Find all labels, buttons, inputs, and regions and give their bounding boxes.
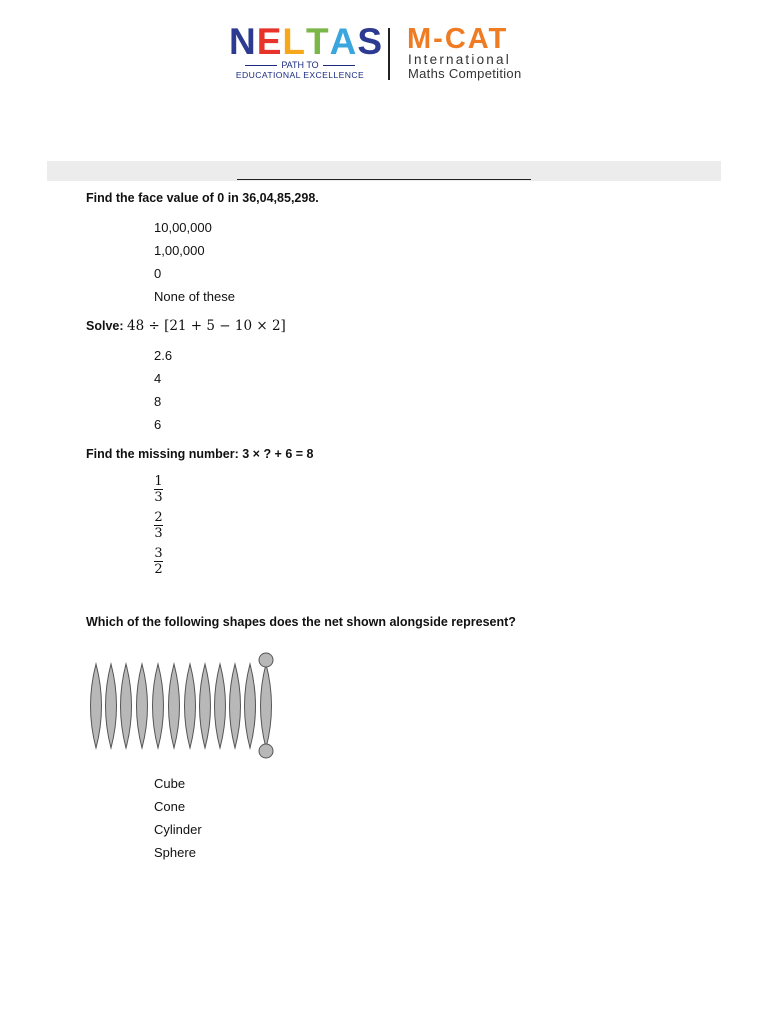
header-logos [229, 21, 549, 84]
question-1-prompt: Find the face value of 0 in 36,04,85,298. [86, 191, 319, 205]
logo-divider [388, 28, 390, 80]
section-band [47, 161, 721, 181]
option[interactable]: 6 [154, 417, 162, 432]
question-4-prompt: Which of the following shapes does the net shown alongside represent? [86, 615, 516, 629]
section-rule [237, 179, 531, 180]
option[interactable]: 0 [154, 266, 162, 281]
fraction-option[interactable] [154, 546, 163, 576]
neltas-tagline-top [229, 60, 371, 70]
option[interactable]: Sphere [154, 845, 196, 860]
mcat-logo-line2: Maths Competition [408, 66, 522, 81]
fraction-numerator: 2 [154, 510, 163, 525]
fraction-denominator: 3 [154, 526, 163, 541]
neltas-tagline-bottom: EDUCATIONAL EXCELLENCE [235, 70, 365, 80]
mcat-logo-line1: International [408, 52, 511, 67]
sphere-net-icon [84, 648, 284, 764]
fraction-numerator: 1 [154, 474, 163, 489]
neltas-letter: N [229, 21, 257, 62]
neltas-logo [229, 21, 384, 62]
option[interactable]: Cube [154, 776, 186, 791]
option[interactable]: Cone [154, 799, 186, 814]
question-2-label: Solve: [86, 319, 124, 333]
question-2-options [154, 346, 172, 438]
fraction-denominator: 3 [154, 490, 163, 505]
question-2-expression: 48 ÷ [21 + 5 − 10 × 2] [127, 318, 286, 334]
neltas-letter: E [256, 21, 283, 62]
mcat-logo-title: M-CAT [407, 23, 509, 55]
fraction-numerator: 3 [154, 546, 163, 561]
question-1-options [154, 218, 235, 310]
fraction-option[interactable] [154, 510, 163, 540]
question-3-prompt: Find the missing number: 3 × ? + 6 = 8 [86, 447, 314, 461]
fraction-denominator: 2 [154, 562, 163, 577]
neltas-letter: L [282, 21, 307, 62]
option[interactable]: 10,00,000 [154, 220, 212, 235]
option[interactable]: Cylinder [154, 822, 202, 837]
fraction-option[interactable] [154, 474, 163, 504]
option[interactable]: 1,00,000 [154, 243, 205, 258]
option[interactable]: None of these [154, 289, 235, 304]
neltas-tagline-top-text: PATH TO [281, 60, 319, 70]
option[interactable]: 8 [154, 394, 162, 409]
neltas-letter: A [329, 21, 358, 62]
option[interactable]: 4 [154, 371, 162, 386]
question-4-options [154, 774, 202, 866]
question-2-prompt [86, 318, 286, 334]
question-3-options [154, 474, 163, 576]
option[interactable]: 2.6 [154, 348, 173, 363]
neltas-letter: T [306, 21, 330, 62]
neltas-letter: S [357, 21, 384, 62]
